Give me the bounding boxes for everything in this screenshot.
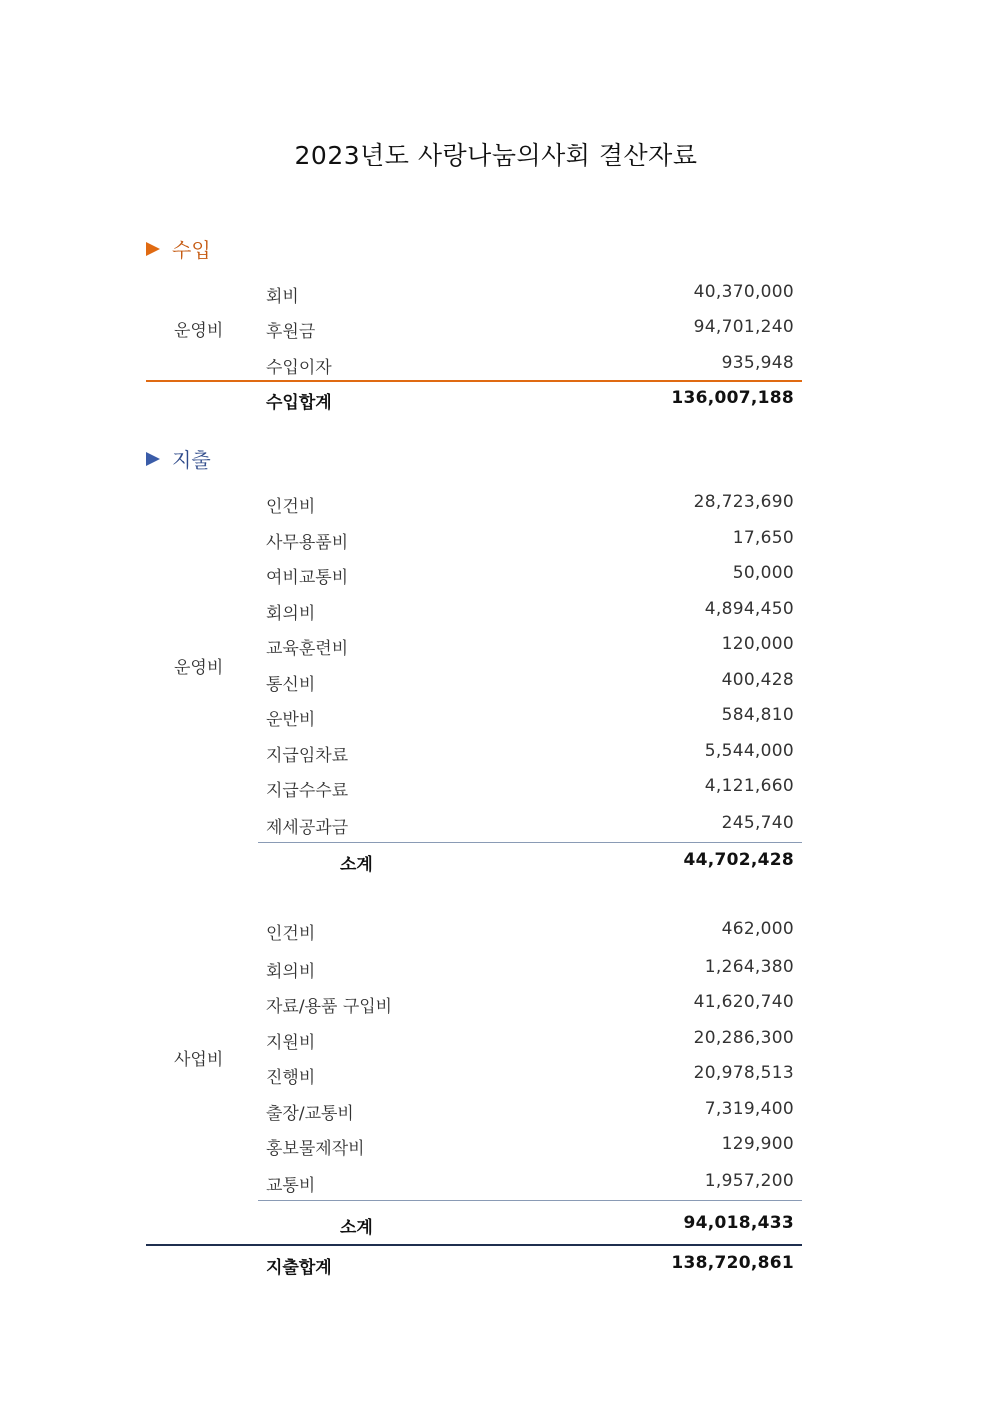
operating-item-amount: 400,428 bbox=[721, 670, 794, 690]
expense-heading-label: 지출 bbox=[172, 448, 211, 472]
operating-item-amount: 17,650 bbox=[732, 528, 794, 548]
expense-total-label: 지출합계 bbox=[266, 1258, 332, 1278]
income-item-name: 수입이자 bbox=[266, 358, 332, 378]
page-title: 2023년도 사랑나눔의사회 결산자료 bbox=[294, 141, 698, 170]
income-section-heading bbox=[146, 234, 211, 263]
project-item-name: 지원비 bbox=[266, 1033, 316, 1053]
project-item-name: 홍보물제작비 bbox=[266, 1139, 365, 1159]
project-subtotal-divider bbox=[258, 1200, 802, 1201]
income-divider bbox=[146, 380, 802, 382]
project-item-name: 진행비 bbox=[266, 1068, 316, 1088]
operating-item-name: 여비교통비 bbox=[266, 568, 349, 588]
operating-item-amount: 245,740 bbox=[721, 813, 794, 833]
operating-item-amount: 28,723,690 bbox=[693, 492, 794, 512]
income-total-amount: 136,007,188 bbox=[671, 388, 794, 408]
income-item-amount: 935,948 bbox=[721, 353, 794, 373]
operating-item-name: 통신비 bbox=[266, 675, 316, 695]
project-item-amount: 462,000 bbox=[721, 919, 794, 939]
income-category: 운영비 bbox=[174, 321, 224, 341]
operating-item-name: 지급임차료 bbox=[266, 746, 349, 766]
operating-item-amount: 50,000 bbox=[732, 563, 794, 583]
income-heading-label: 수입 bbox=[172, 238, 211, 262]
project-subtotal-label: 소계 bbox=[340, 1218, 373, 1238]
operating-item-amount: 5,544,000 bbox=[704, 741, 794, 761]
income-item-amount: 40,370,000 bbox=[693, 282, 794, 302]
project-item-amount: 7,319,400 bbox=[704, 1099, 794, 1119]
income-total-label: 수입합계 bbox=[266, 393, 332, 413]
operating-item-amount: 120,000 bbox=[721, 634, 794, 654]
project-item-name: 출장/교통비 bbox=[266, 1104, 354, 1124]
operating-item-amount: 4,121,660 bbox=[704, 776, 794, 796]
project-item-amount: 1,264,380 bbox=[704, 957, 794, 977]
project-item-name: 자료/용품 구입비 bbox=[266, 997, 393, 1017]
project-item-amount: 20,978,513 bbox=[693, 1063, 794, 1083]
project-item-amount: 20,286,300 bbox=[693, 1028, 794, 1048]
operating-item-name: 교육훈련비 bbox=[266, 639, 349, 659]
operating-item-name: 운반비 bbox=[266, 710, 316, 730]
operating-item-amount: 4,894,450 bbox=[704, 599, 794, 619]
expense-total-amount: 138,720,861 bbox=[671, 1253, 794, 1273]
operating-subtotal-amount: 44,702,428 bbox=[683, 850, 794, 870]
project-category: 사업비 bbox=[174, 1050, 224, 1070]
project-item-name: 회의비 bbox=[266, 962, 316, 982]
operating-category: 운영비 bbox=[174, 658, 224, 678]
triangle-right-icon bbox=[146, 242, 160, 256]
operating-item-name: 사무용품비 bbox=[266, 533, 349, 553]
project-item-name: 교통비 bbox=[266, 1176, 316, 1196]
operating-item-name: 지급수수료 bbox=[266, 781, 349, 801]
project-item-amount: 129,900 bbox=[721, 1134, 794, 1154]
operating-subtotal-divider bbox=[258, 842, 802, 843]
expense-section-heading bbox=[146, 444, 211, 473]
income-item-name: 회비 bbox=[266, 287, 299, 307]
income-item-name: 후원금 bbox=[266, 322, 316, 342]
project-item-amount: 1,957,200 bbox=[704, 1171, 794, 1191]
triangle-right-icon bbox=[146, 452, 160, 466]
operating-item-amount: 584,810 bbox=[721, 705, 794, 725]
operating-item-name: 제세공과금 bbox=[266, 818, 349, 838]
project-item-name: 인건비 bbox=[266, 924, 316, 944]
operating-item-name: 회의비 bbox=[266, 604, 316, 624]
operating-subtotal-label: 소계 bbox=[340, 855, 373, 875]
project-subtotal-amount: 94,018,433 bbox=[683, 1213, 794, 1233]
project-item-amount: 41,620,740 bbox=[693, 992, 794, 1012]
expense-total-divider bbox=[146, 1244, 802, 1246]
income-item-amount: 94,701,240 bbox=[693, 317, 794, 337]
operating-item-name: 인건비 bbox=[266, 497, 316, 517]
